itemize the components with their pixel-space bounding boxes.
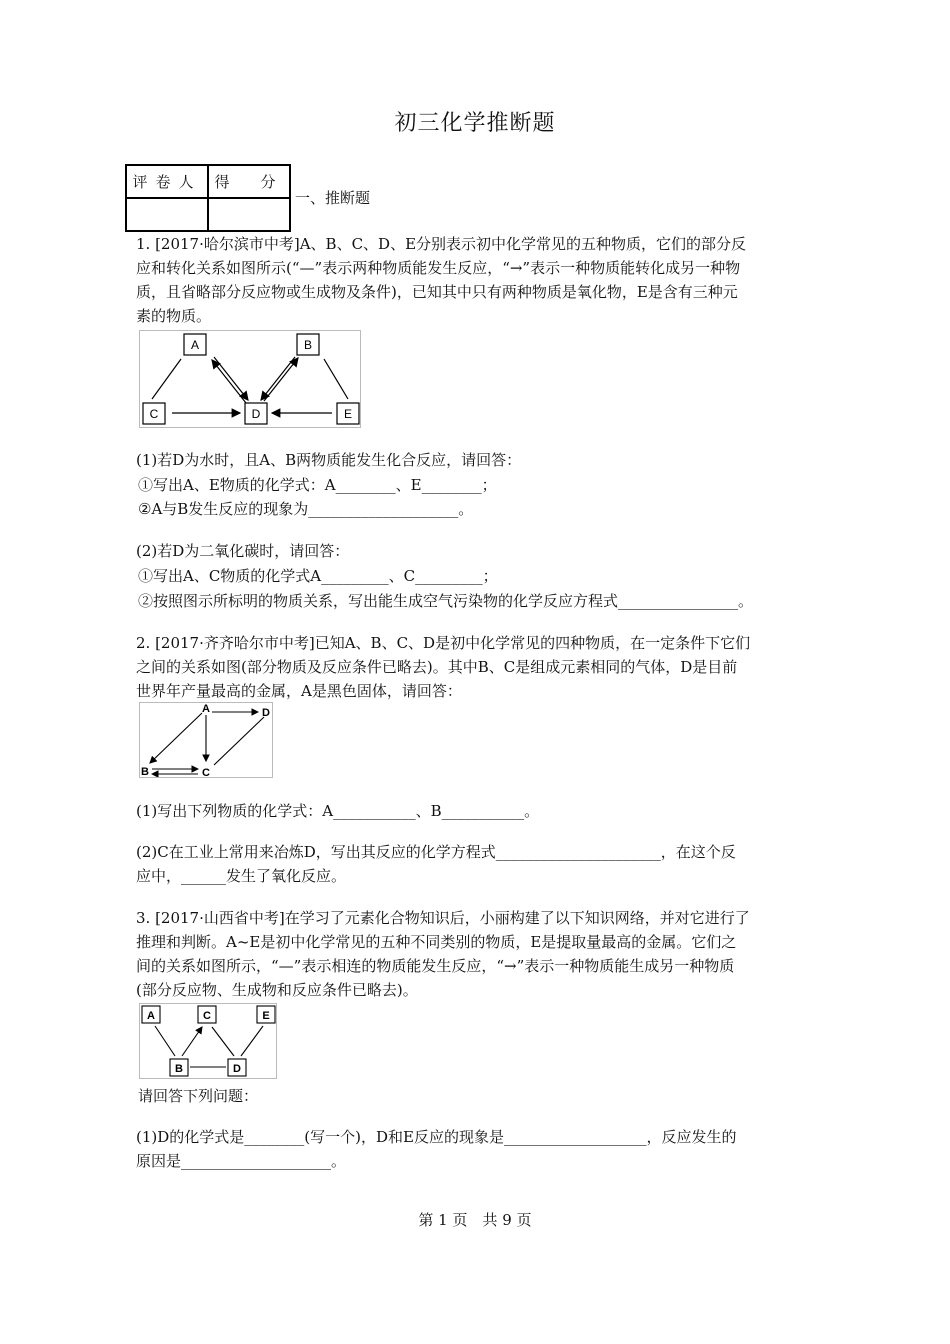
- q1-text-line: 1. [2017·哈尔滨市中考]A、B、C、D、E分别表示初中化学常见的五种物质，它们的部分反: [136, 235, 747, 253]
- convert-arrow: [150, 713, 202, 763]
- q3-text-line: 推理和判断。A~E是初中化学常见的五种不同类别的物质，E是提取量最高的金属。它们之: [136, 933, 737, 951]
- reaction-line: [155, 1026, 175, 1056]
- q2-part2b[interactable]: 应中，______发生了氧化反应。: [136, 867, 347, 885]
- node-label: C: [202, 767, 210, 778]
- q1-part1: (1)若D为水时，且A、B两物质能发生化合反应，请回答：: [136, 451, 522, 469]
- q2-text-line: 2. [2017·齐齐哈尔市中考]已知A、B、C、D是初中化学常见的四种物质，在一定条件下它们: [136, 634, 751, 652]
- score-blank[interactable]: [208, 198, 290, 231]
- q3-prompt: 请回答下列问题：: [138, 1087, 259, 1105]
- convert-arrow: [212, 360, 246, 403]
- q1-text-line: 质，且省略部分反应物或生成物及条件)，已知其中只有两种物质是氧化物，E是含有三种元: [136, 283, 738, 301]
- node-label: B: [175, 1063, 183, 1075]
- q1-part1b[interactable]: ②A与B发生反应的现象为____________________。: [138, 500, 474, 518]
- reviewer-blank[interactable]: [126, 198, 208, 231]
- q3-text-line: 间的关系如图所示，“—”表示相连的物质能发生反应，“→”表示一种物质能生成另一种物质: [136, 957, 735, 975]
- section-heading: 一、推断题: [295, 189, 371, 207]
- node-label: B: [141, 766, 149, 778]
- q2-text-line: 之间的关系如图(部分物质及反应条件已略去)。其中B、C是组成元素相同的气体，D是目前: [136, 658, 738, 676]
- node-label: E: [343, 407, 353, 421]
- q1-part2: (2)若D为二氧化碳时，请回答：: [136, 542, 350, 560]
- node-label: A: [147, 1010, 155, 1022]
- reaction-line: [214, 717, 264, 765]
- convert-arrow: [214, 357, 248, 400]
- q1-text-line: 应和转化关系如图所示(“—”表示两种物质能发生反应，“→”表示一种物质能转化成另一种物: [136, 259, 741, 277]
- q3-part1b[interactable]: 原因是____________________。: [136, 1152, 347, 1170]
- node-label: B: [303, 338, 313, 352]
- q1-diagram: [139, 330, 361, 428]
- q1-part1a[interactable]: ①写出A、E物质的化学式：A________、E________；: [138, 476, 497, 494]
- node-label: D: [262, 707, 270, 719]
- reviewer-cell: 评卷人: [126, 165, 208, 198]
- q1-text-line: 素的物质。: [136, 307, 212, 325]
- q2-part1[interactable]: (1)写出下列物质的化学式：A___________、B___________。: [136, 802, 540, 820]
- q1-part2a[interactable]: ①写出A、C物质的化学式A_________、C_________；: [138, 567, 498, 585]
- q2-text-line: 世界年产量最高的金属，A是黑色固体，请回答：: [136, 682, 462, 700]
- q3-text-line: (部分反应物、生成物和反应条件已略去)。: [136, 981, 418, 999]
- reaction-line: [212, 1027, 234, 1056]
- reaction-line: [241, 1026, 263, 1056]
- reaction-line: [324, 359, 348, 399]
- q3-text-line: 3. [2017·山西省中考]在学习了元素化合物知识后，小丽构建了以下知识网络，并对它进行了: [136, 909, 750, 927]
- node-label: A: [202, 703, 210, 715]
- node-label: C: [203, 1010, 211, 1022]
- page-footer: 第 1 页 共 9 页: [418, 1211, 532, 1229]
- node-label: C: [149, 407, 159, 421]
- score-cell: 得 分: [208, 165, 290, 198]
- score-table: [125, 164, 291, 232]
- q2-diagram: [139, 702, 273, 778]
- q3-part1a[interactable]: (1)D的化学式是________(写一个)，D和E反应的现象是___________________，反应发生的: [136, 1128, 737, 1146]
- node-label: E: [262, 1010, 270, 1022]
- convert-arrow: [264, 358, 298, 401]
- convert-arrow: [261, 357, 295, 400]
- q2-part2a[interactable]: (2)C在工业上常用来冶炼D，写出其反应的化学方程式______________________，在这个反: [136, 843, 736, 861]
- node-label: D: [233, 1063, 241, 1075]
- node-label: A: [190, 338, 200, 352]
- q1-part2b[interactable]: ②按照图示所标明的物质关系，写出能生成空气污染物的化学反应方程式________________。: [138, 592, 754, 610]
- page-title: 初三化学推断题: [394, 111, 556, 136]
- convert-arrow: [182, 1027, 202, 1056]
- q3-diagram: [139, 1003, 277, 1079]
- node-label: D: [251, 407, 261, 421]
- reaction-line: [152, 359, 181, 399]
